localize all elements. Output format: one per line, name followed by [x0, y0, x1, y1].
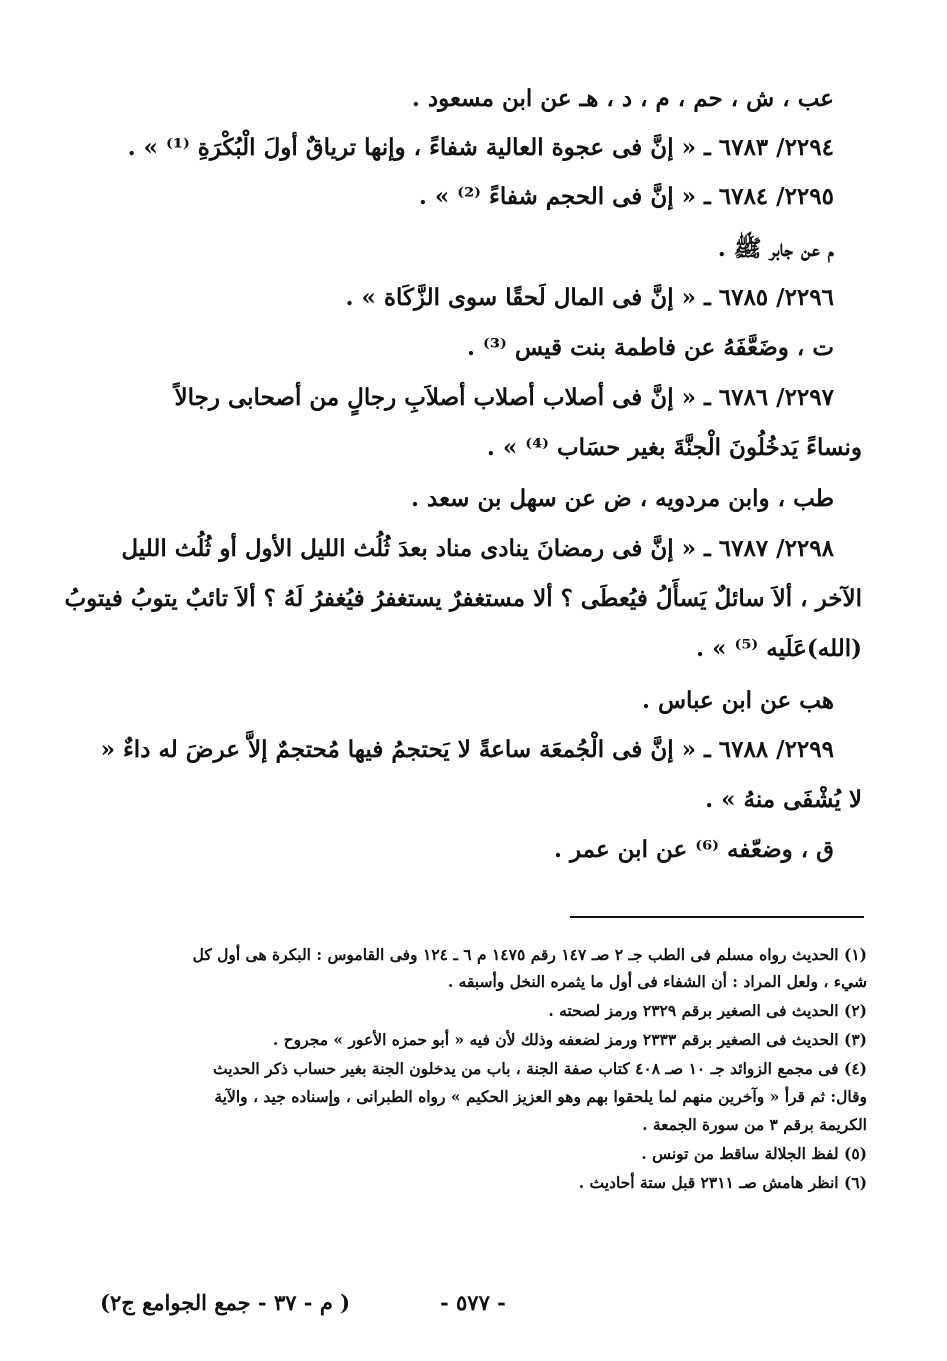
book-reference: ( م - ٣٧ - جمع الجوامع ج٢)	[100, 1290, 351, 1315]
footnote: (١) الحديث رواه مسلم فى الطب جـ ٢ صـ ١٤٧ رقم ١٤٧٥ م ٦ ـ ١٢٤ وفى القاموس : البكرة هى أول كل	[192, 945, 867, 964]
text-line: ت ، وضَعَّفَهُ عن فاطمة بنت قيس ⁽³⁾ .	[467, 334, 834, 361]
hadith-entry: ٢٢٩٥/ ٦٧٨٤ ـ « إنَّ فى الحجم شفاءً ⁽²⁾ » .	[418, 183, 834, 210]
hadith-entry: ٢٢٩٨/ ٦٧٨٧ ـ « إنَّ فى رمضانَ ينادى مناد بعدَ ثُلُث الليل الأول أو ثُلُث الليل	[121, 535, 834, 562]
text-line: عب ، ش ، حم ، م ، د ، هـ عن ابن مسعود .	[411, 85, 834, 112]
text-line: ونساءً يَدخُلُونَ الْجنَّةَ بغير حسَاب ⁽⁴⁾ » .	[486, 434, 862, 461]
hadith-entry: ٢٢٩٤/ ٦٧٨٣ ـ « إنَّ فى عجوة العالية شفاءً ، وإنها ترياقٌ أولَ الْبُكْرَةِ ⁽¹⁾ » .	[127, 134, 834, 161]
footnote: (٢) الحديث فى الصغير برقم ٢٣٢٩ ورمز لصحته .	[548, 1001, 867, 1020]
footnote: الكريمة برقم ٣ من سورة الجمعة .	[642, 1115, 867, 1134]
footnote: (٦) انظر هامش صـ ٢٣١١ قبل ستة أحاديث .	[578, 1173, 867, 1192]
page-number: - ٥٧٧ -	[440, 1290, 506, 1315]
footnote: (٤) فى مجمع الزوائد جـ ١٠ صـ ٤٠٨ كتاب صفة الجنة ، باب من يدخلون الجنة بغير حساب ذكر الحديث	[213, 1059, 867, 1078]
text-line: ق ، وضعّفه ⁽⁶⁾ عن ابن عمر .	[553, 836, 834, 863]
footnote: (٣) الحديث فى الصغير برقم ٢٣٣٣ ورمز لضعفه وذلك لأن فيه « أبو حمزه الأعور » مجروح .	[272, 1030, 867, 1049]
text-line: م عن جابر ﷺ .	[717, 235, 834, 262]
footnote-divider	[570, 916, 864, 918]
hadith-entry: ٢٢٩٦/ ٦٧٨٥ ـ « إنَّ فى المال لَحقًا سوى الزَّكَاة » .	[345, 284, 834, 311]
text-line: (الله)عَلَيه ⁽⁵⁾ » .	[696, 635, 862, 662]
text-line: هب عن ابن عباس .	[641, 687, 834, 714]
footnote: شيء ، ولعل المراد : أن الشفاء فى أول ما يثمره النخل وأسبقه .	[447, 972, 867, 991]
text-line: الآخر ، ألاَ سائلٌ يَسأَلُ فيُعطَى ؟ ألا مستغفرٌ يستغفرُ فيُغفرُ لَهُ ؟ ألاَ تائبٌ يتوبُ فيتوبُ	[64, 585, 862, 612]
hadith-entry: ٢٢٩٩/ ٦٧٨٨ ـ « إنَّ فى الْجُمعَة ساعةً لا يَحتجمُ فيها مُحتجمٌ إلاَّ عرضَ له داءٌ «	[100, 736, 834, 763]
text-line: لا يُشْفَى منهُ » .	[705, 786, 862, 813]
hadith-entry: ٢٢٩٧/ ٦٧٨٦ ـ « إنَّ فى أصلاب أصلاب أصلاَبِ رجالٍ من أصحابى رجالاً	[174, 384, 834, 411]
footnote: وقال: ثم قرأ « وآخرين منهم لما يلحقوا بهم وهو العزيز الحكيم » رواه الطبرانى ، وإسناده جيد ، والآية	[214, 1087, 867, 1106]
footnote: (٥) لفظ الجلالة ساقط من تونس .	[641, 1144, 867, 1163]
text-line: طب ، وابن مردويه ، ض عن سهل بن سعد .	[411, 485, 834, 512]
